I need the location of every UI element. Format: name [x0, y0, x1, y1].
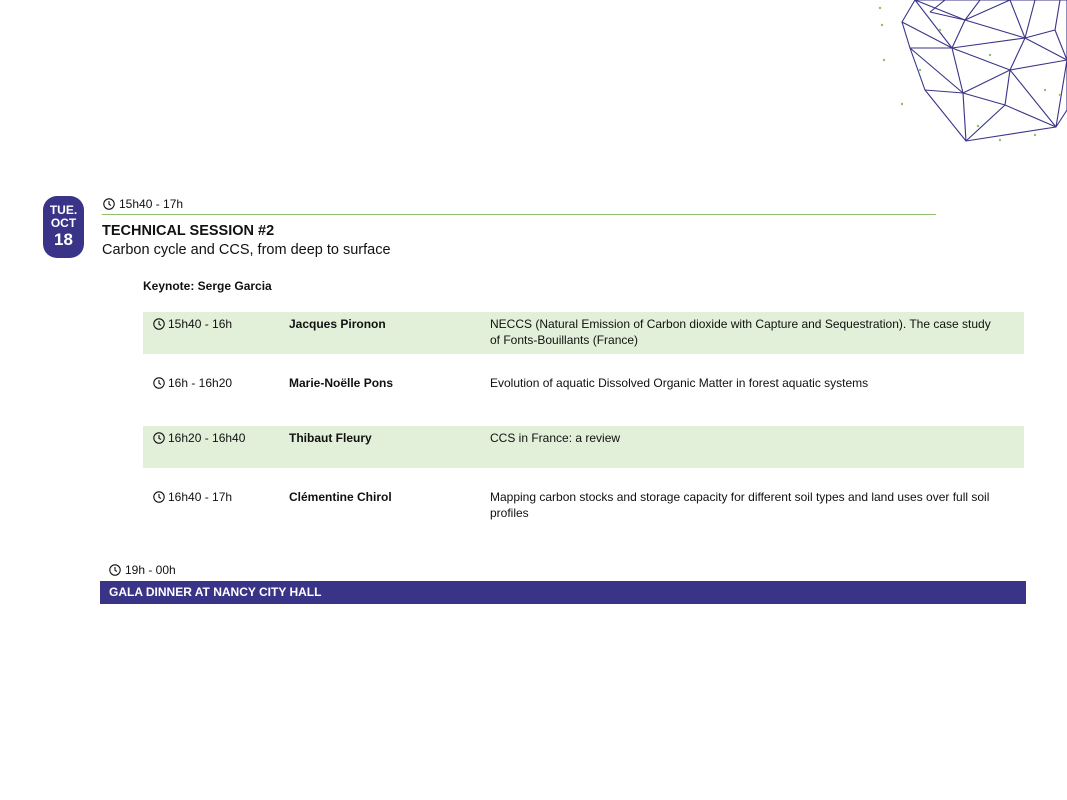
talk-time: [153, 429, 245, 446]
session-time: [103, 196, 183, 211]
talk-speaker: Marie-Noëlle Pons: [289, 376, 394, 390]
keynote-label: Keynote: Serge Garcia: [143, 279, 272, 293]
talk-row: [143, 485, 1024, 527]
gala-time: [109, 562, 176, 577]
clock-icon: [153, 377, 165, 389]
talk-title: CCS in France: a review: [490, 431, 621, 445]
talk-time: [153, 488, 232, 505]
clock-icon: [109, 564, 121, 576]
talk-title: Mapping carbon stocks and storage capacity for different soil types and land uses over full soil profiles: [490, 490, 990, 520]
date-weekday: TUE.: [49, 203, 78, 217]
date-badge: [43, 196, 84, 258]
session-subtitle: Carbon cycle and CCS, from deep to surface: [102, 242, 391, 258]
clock-icon: [153, 318, 165, 330]
polyhedron-graphic: [870, 0, 1067, 145]
talk-speaker: Thibaut Fleury: [289, 431, 372, 445]
session-time-text: 15h40 - 17h: [119, 196, 184, 211]
date-month: OCT: [50, 216, 77, 230]
gala-banner: GALA DINNER AT NANCY CITY HALL: [100, 581, 1026, 604]
clock-icon: [153, 491, 165, 503]
talk-title: NECCS (Natural Emission of Carbon dioxide with Capture and Sequestration). The case study of Fonts-Bouillants (France): [490, 317, 991, 347]
clock-icon: [153, 432, 165, 444]
talk-time-text: 16h - 16h20: [168, 375, 233, 390]
talk-time: [153, 374, 232, 391]
talk-time: [153, 315, 232, 332]
talk-row: [143, 312, 1024, 354]
talk-time-text: 16h40 - 17h: [168, 489, 233, 504]
talk-row: [143, 426, 1024, 468]
talk-time-text: 16h20 - 16h40: [168, 430, 246, 445]
talk-speaker: Jacques Pironon: [289, 317, 386, 331]
clock-icon: [103, 198, 115, 210]
talk-time-text: 15h40 - 16h: [168, 316, 233, 331]
session-title: TECHNICAL SESSION #2: [102, 223, 275, 239]
talk-speaker: Clémentine Chirol: [289, 490, 392, 504]
divider: [102, 214, 936, 215]
date-day: 18: [54, 230, 73, 249]
talk-row: [143, 371, 1024, 413]
gala-time-text: 19h - 00h: [125, 562, 176, 577]
talk-title: Evolution of aquatic Dissolved Organic Matter in forest aquatic systems: [490, 376, 869, 390]
